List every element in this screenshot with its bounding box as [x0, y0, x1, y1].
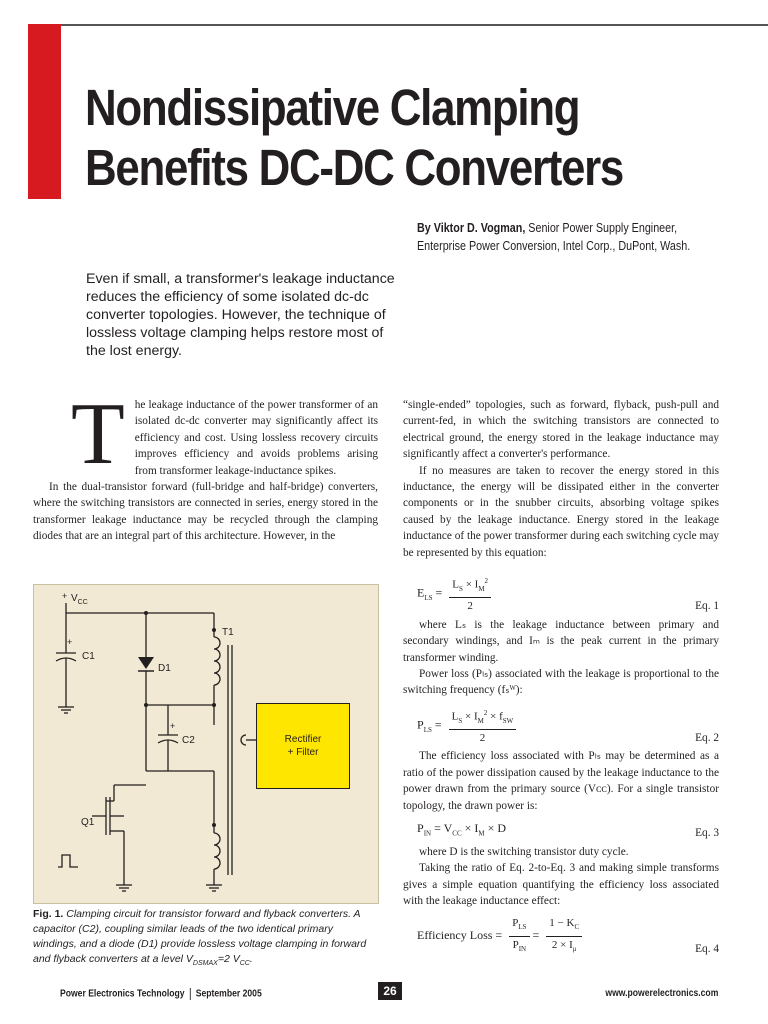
label-q1: Q1	[81, 817, 95, 828]
equation-3	[403, 820, 719, 842]
paragraph-r4: Power loss (Pₗₛ) associated with the leakage is proportional to the switching frequency (fₛᵂ):	[403, 667, 719, 697]
figure-1	[33, 584, 379, 904]
article-title	[85, 78, 653, 198]
figure-caption	[33, 907, 379, 971]
article-deck: Even if small, a transformer's leakage inductance reduces the efficiency of some isolated dc-dc converter topologies. However, the technique of lossless voltage clamping helps restore most of the lost energy.	[86, 271, 395, 359]
title-line-1: Nondissipative Clamping	[85, 79, 580, 136]
equation-3-number: Eq. 3	[695, 827, 719, 840]
caption-text: Clamping circuit for transistor forward and flyback converters. A capacitor (C2), coupling similar leads of the two identical primary windings, and a diode (D1) provide lossless voltage clamping in forward and flyback converters at a level V	[33, 908, 367, 965]
title-line-2: Benefits DC-DC Converters	[85, 139, 624, 196]
paragraph-r3: where Lₛ is the leakage inductance between primary and secondary windings, and Iₘ is the peak current in the primary transformer winding.	[403, 618, 719, 664]
equation-1-number: Eq. 1	[695, 600, 719, 613]
equation-3-formula: $P_{IN} = V_{CC} \times I_M \times D$	[417, 821, 507, 838]
caption-mid: =2 V	[217, 953, 240, 965]
equation-2-number: Eq. 2	[695, 732, 719, 744]
equation-4-number: Eq. 4	[695, 943, 719, 956]
label-d1: D1	[158, 663, 171, 674]
rectifier-label: Rectifier	[284, 734, 322, 745]
issue-date: September 2005	[195, 988, 262, 1000]
paragraph-1-text: he leakage inductance of the power transformer of an isolated dc-dc converter may significantly affect its efficiency and cost. Using lossless recovery circuits improves efficiency and avoids problems arising from transformer leakage-inductance spikes.	[134, 399, 378, 477]
caption-sub: DSMAX	[192, 960, 218, 968]
equation-2-formula: $P_{LS}$ = $\frac{L_S \times I_M^2 \times f_{SW}}{2}$	[403, 705, 516, 747]
paragraph-r5: The efficiency loss associated with Pₗₛ may be determined as a ratio of the power dissipation caused by the leakage inductance to the power drawn from the primary source (Vᴄᴄ). For a single transistor topology, the drawn power is:	[403, 750, 719, 812]
footer-url[interactable]: www.powerelectronics.com	[605, 988, 718, 999]
paragraph-r7: Taking the ratio of Eq. 2-to-Eq. 3 and making simple transforms gives a simple equation quantifying the efficiency loss associated with the leakage inductance effect:	[403, 862, 719, 908]
equation-1	[403, 573, 719, 615]
label-c1: C1	[82, 651, 95, 662]
paragraph-r6: where D is the switching transistor duty cycle.	[419, 845, 629, 858]
paragraph-r1: “single-ended” topologies, such as forward, flyback, push-pull and current-fed, in which the switching transistors are connected to electrical ground, the energy stored in the leakage inductance may significantly affect a converter's performance.	[403, 399, 719, 461]
equation-4-label: Efficiency Loss =	[417, 928, 503, 943]
label-plus-vcc: +	[62, 591, 68, 601]
author-affiliation: Enterprise Power Conversion, Intel Corp., DuPont, Wash.	[417, 239, 691, 253]
label-vcc: $V_{CC}$	[71, 593, 88, 606]
column-right	[403, 397, 719, 960]
equation-4	[403, 915, 719, 957]
label-c2: C2	[182, 735, 195, 746]
author-role: Senior Power Supply Engineer,	[525, 221, 678, 235]
label-t1: T1	[222, 627, 234, 638]
paragraph-2: In the dual-transistor forward (full-bridge and half-bridge) converters, where the switching transistors are connected in series, energy stored in the transformer leakage inductance may be recycled through the clamping diodes that are an integral part of this architecture. However, in the	[33, 481, 378, 543]
paragraph-r2: If no measures are taken to recover the energy stored in this inductance, the energy will be dissipated either in the converter components or in the snubber circuits, absorbing voltage spikes caused by the leakage inductance. Energy stored in the leakage inductance of the power transformer during each switching cycle may be represented by this equation:	[403, 464, 719, 559]
byline	[417, 219, 701, 255]
label-plus-c1: +	[67, 637, 73, 647]
footer-journal	[60, 988, 262, 1000]
paragraph-1	[33, 386, 378, 483]
caption-end: .	[249, 953, 253, 965]
rectifier-filter-box	[256, 703, 350, 789]
label-plus-c2: +	[170, 721, 176, 731]
page-footer	[0, 982, 768, 1006]
page-number: 26	[378, 982, 402, 1000]
drop-cap: T	[71, 386, 125, 483]
equation-4-formula: Efficiency Loss = $\frac{P_{LS}}{P_{IN}}$ = $\frac{1 - K_C}{2 \times I_\mu}$	[403, 915, 582, 957]
caption-label: Fig. 1.	[33, 908, 64, 920]
author-name: By Viktor D. Vogman,	[417, 221, 526, 235]
column-left	[33, 386, 378, 545]
accent-bar	[28, 24, 61, 199]
equation-1-formula: $E_{LS}$ = $\frac{L_S \times I_M^2}{2}$	[403, 573, 491, 615]
caption-sub2: CC	[239, 960, 250, 968]
journal-name: Power Electronics Technology	[60, 988, 185, 1000]
top-rule	[28, 24, 768, 26]
filter-label: + Filter	[287, 747, 319, 758]
equation-2	[403, 705, 719, 747]
